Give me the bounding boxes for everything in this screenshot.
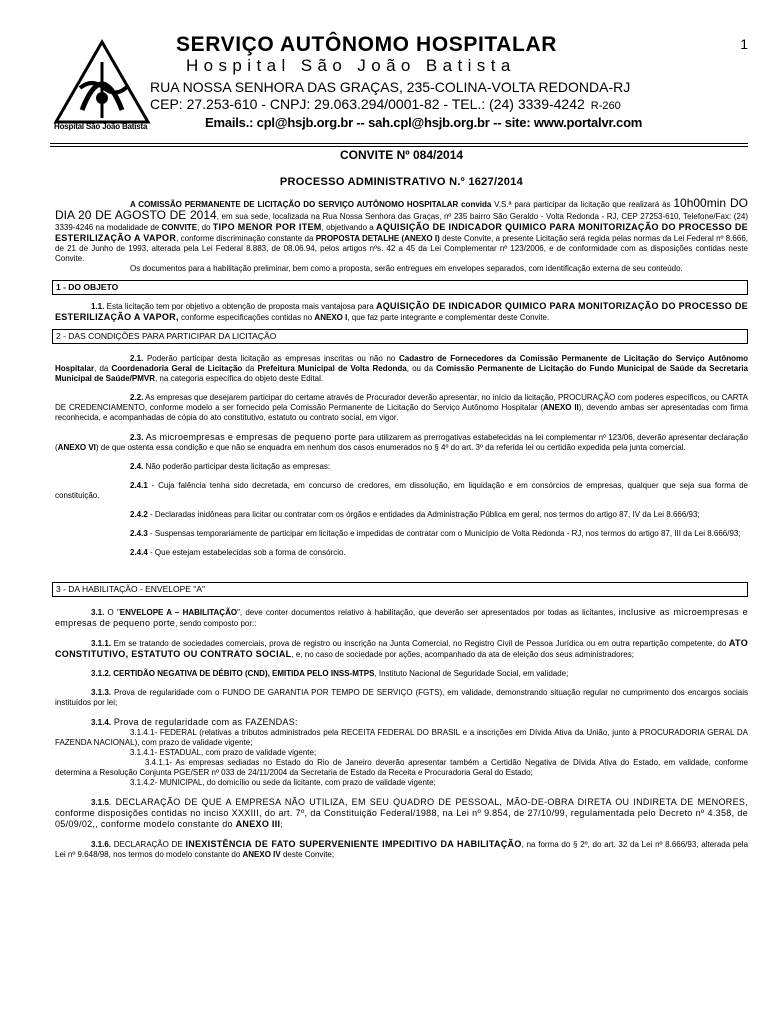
s311-text-c: , e, no caso de sociedade por ações, acompanhado da ata de eleição dos seus administradores;	[291, 650, 634, 659]
org-contact	[150, 96, 621, 112]
intro-proposta: PROPOSTA DETALHE (ANEXO I)	[315, 234, 440, 243]
s241-num: 2.4.1	[130, 481, 148, 490]
section-3-1	[55, 607, 748, 629]
section-1-1	[55, 301, 748, 323]
s24-text-a: Não poderão participar desta licitação as empresas:	[143, 462, 331, 471]
s243-text: - Suspensas temporariamente de participar em licitação e impedidas de contratar com o Município de Volta Redonda - RJ, nos termos do artigo 87, III da Lei 8.666/93;	[147, 529, 741, 538]
section-2-2	[55, 393, 748, 423]
s313-text: Prova de regularidade com o FUNDO DE GARANTIA POR TEMPO DE SERVIÇO (FGTS), em validade, demonstrando situação regular no cumprimento dos encargos sociais instituídos por lei;	[55, 688, 748, 707]
org-title: SERVIÇO AUTÔNOMO HOSPITALAR	[176, 33, 557, 56]
s22-anexo: ANEXO II	[543, 403, 579, 412]
s312-certidao: CERTIDÃO NEGATIVA DE DÉBITO (CND), EMITIDA PELO INSS-MTPS	[111, 669, 375, 678]
s23-text-c: ) de que ostenta essa condição e que não se enquadra em nenhum dos casos enumerados no § 4º do art. 3º da referida lei ou certidão expedida pela junta comercial.	[95, 443, 686, 452]
document-body	[55, 148, 748, 860]
section-3-1-1	[55, 638, 748, 660]
s21-num: 2.1.	[130, 354, 144, 363]
intro-convite: CONVITE	[161, 223, 198, 232]
s23-anexo: ANEXO VI	[57, 443, 96, 452]
header-rule-top	[50, 143, 748, 144]
intro-text-b: V.S.ª para participar da licitação que realizará às	[491, 200, 674, 209]
s21-cadastro: Cadastro de Fornecedores da Comissão Permanente de Licitação do Serviço Autônomo Hospitalar	[55, 354, 748, 373]
s31-text-e: , sendo composto por::	[175, 619, 257, 628]
s1-text-b: conforme especificações contidas no	[178, 313, 315, 322]
org-address: RUA NOSSA SENHORA DAS GRAÇAS, 235-COLINA-VOLTA REDONDA-RJ	[150, 79, 631, 95]
page-number: 1	[740, 36, 748, 52]
intro-text-g: deste Convite, a presente Licitação será regida pelas normas da Lei Federal nº 8.666, de 21 de Junho de 1993, alterada pela Lei Federal 8.883, de 08.06.94, pelos artigos nºs. 42 a 45 da Lei Complementar nº 123/2006, e de conformidade com as disposições contidas neste Convite.	[55, 234, 749, 263]
s244-num: 2.4.4	[130, 548, 148, 557]
s22-num: 2.2.	[130, 393, 144, 402]
section-2-4-1	[55, 481, 748, 501]
org-contact-text: CEP: 27.253-610 - CNPJ: 29.063.294/0001-82 - TEL.: (24) 3339-4242	[150, 96, 585, 112]
section-3-1-3	[55, 688, 748, 708]
section-2-4-3	[55, 529, 748, 539]
s315-num: 3.1.5	[91, 798, 109, 807]
s21-coordenadoria: Coordenadoria Geral de Licitação	[111, 364, 243, 373]
section-3-1-4	[55, 717, 748, 728]
intro-text-c: , em sua sede, localizada na Rua Nossa Senhora das Graças, nº 235 bairro São Geraldo - Volta Redonda - RJ, CEP 27253-610, Telefone/Fax: (24) 3339-4246 na modalidade de	[55, 212, 749, 232]
s21-text-a: Poderão participar desta licitação as empresas inscritas ou não no	[143, 354, 399, 363]
s21-text-c: , da	[94, 364, 112, 373]
s316-anexo: ANEXO IV	[242, 850, 281, 859]
s316-text-c: , na forma do § 2º, do art. 32 da Lei nº 8.666/93, alterada pela Lei nº 9.648/98, nos termos do modelo constante do	[55, 840, 749, 859]
s1-text-a: Esta licitação tem por objetivo a obtenção de proposta mais vantajosa para	[104, 302, 376, 311]
s313-num: 3.1.3.	[91, 688, 112, 697]
s316-text-d: deste Convite;	[280, 850, 335, 859]
section-3-1-4-1-estadual: 3.1.4.1- ESTADUAL, com prazo de validade vigente;	[130, 748, 317, 757]
s22-text-a: As empresas que desejarem participar do certame através de Procurador deverão apresentar, no início da licitação, PROCURAÇÃO com poderes específicos, ou CARTA DE CREDENCIAMENTO, conforme modelo a ser fornecido pela Comissão Permanente de Licitação do Serviço Autônomo Hospitalar (	[55, 393, 748, 412]
intro-text-e: , objetivando a	[321, 223, 377, 232]
org-subtitle: Hospital São João Batista	[186, 56, 516, 75]
s23-text-b: para utilizarem as prerrogativas estabelecidas na lei complementar nº 123/06, deverão apresentar declaração (	[55, 433, 749, 452]
s315-text-a: . DECLARAÇÃO DE QUE A EMPRESA NÃO UTILIZA, EM SEU QUADRO DE PESSOAL, MÃO-DE-OBRA DIRETA OU INDIRETA DE MENORES, conforme disposições contidas no inciso XXXIII, do art. 7º, da Constituição Federal/1988, na Lei nº 9.854, de 27/10/99, regulamentada pelo Decreto nº 4.358, de 05/09/02,, conforme modelo constante do	[55, 797, 748, 829]
header-rule-bottom	[50, 146, 748, 147]
section-3-1-4-1: 3.1.4.1- FEDERAL (relativas a tributos administrados pela RECEITA FEDERAL DO BRASIL e a inscrições em Dívida Ativa da União, junto à PROCURADORIA GERAL DA FAZENDA NACIONAL), com prazo de validade vigente;	[55, 728, 748, 747]
s244-text: - Que estejam estabelecidas sob a forma de consórcio.	[147, 548, 346, 557]
s243-num: 2.4.3	[130, 529, 148, 538]
s22-text-b: ), devendo ambas ser apresentadas com firma reconhecida, e acompanhadas de cópia do ato constitutivo, estatuto ou contrato social, em vigor.	[55, 403, 749, 422]
intro-tipo: TIPO MENOR POR ITEM	[212, 222, 322, 232]
s316-inexistencia: INEXISTÊNCIA DE FATO SUPERVENIENTE IMPEDITIVO DA HABILITAÇÃO	[185, 839, 522, 849]
section-2-4-4	[55, 548, 748, 558]
convite-title: CONVITE Nº 084/2014	[339, 148, 464, 162]
org-contact-suffix: R-260	[590, 100, 621, 112]
section-2-4	[55, 462, 748, 472]
s242-num: 2.4.2	[130, 510, 148, 519]
s21-text-e: , ou da	[406, 364, 437, 373]
s242-text: - Declaradas inidôneas para licitar ou contratar com os órgãos e entidades da Administração Pública em geral, nos termos do artigo 87, IV da Lei 8.666/93;	[147, 510, 700, 519]
section-3-4-1-1: 3.4.1.1- As empresas sediadas no Estado do Rio de Janeiro deverão apresentar também a Certidão Negativa de Dívida Ativa do Estado, em validade, conforme determina a Resolução Conjunta PGE/SER nº 033 de 24/11/2004 da Secretaria de Estado da Receita e Procuradoria Geral do Estado;	[55, 758, 748, 777]
s21-comissao: Comissão Permanente de Licitação do Fundo Municipal de Saúde da Secretaria Municipal de Saúde/PMVR	[55, 364, 749, 383]
s21-prefeitura: Prefeitura Municipal de Volta Redonda	[257, 364, 407, 373]
s24-num: 2.4.	[130, 462, 144, 471]
section-3-1-5	[55, 797, 748, 830]
s21-text-d: da	[242, 364, 258, 373]
section-1-heading: 1 - DO OBJETO	[52, 280, 748, 295]
s1-text-c: , que faz parte integrante e complementar deste Convite.	[347, 313, 550, 322]
s1-objeto: AQUISIÇÃO DE INDICADOR QUIMICO PARA MONITORIZAÇÃO DO PROCESSO DE ESTERILIZAÇÃO A VAPOR,	[55, 301, 748, 322]
section-2-heading: 2 - DAS CONDIÇÕES PARA PARTICIPAR DA LICITAÇÃO	[52, 329, 748, 344]
section-2-1	[55, 354, 748, 384]
s31-text-c: ", deve conter documentos relativo à habilitação, que deverão ser apresentados por todas as licitantes,	[237, 608, 619, 617]
s31-text-a: O "	[104, 608, 120, 617]
intro-paragraph-2: Os documentos para a habilitação preliminar, bem como a proposta, serão entregues em envelopes separados, com identificação externa de seu conteúdo.	[130, 264, 683, 273]
section-3-1-4-2: 3.1.4.2- MUNICIPAL, do domicílio ou sede da licitante, com prazo de validade vigente;	[130, 778, 436, 787]
s311-text-a: Em se tratando de sociedades comerciais, prova de registro ou inscrição na Junta Comercial, no Registro Civil de Pessoa Jurídica ou em outra repartição competente, do	[111, 639, 729, 648]
s241-text: - Cuja falência tenha sido decretada, em concurso de credores, em dissolução, em liquidação e em consórcios de empresas, qualquer que seja sua forma de constituição.	[55, 481, 748, 500]
s312-text-c: , Instituto Nacional de Seguridade Social, em validade;	[374, 669, 569, 678]
intro-paragraph	[55, 198, 748, 264]
s23-num: 2.3.	[130, 433, 144, 442]
s316-num: 3.1.6.	[91, 840, 112, 849]
processo-title: PROCESSO ADMINISTRATIVO N.º 1627/2014	[279, 176, 524, 188]
section-3-heading: 3 - DA HABILITAÇÃO - ENVELOPE "A"	[52, 582, 748, 597]
s316-text-a: DECLARAÇÃO DE	[111, 840, 186, 849]
s31-text-d: inclusive as microempresas e empresas de pequeno porte	[55, 607, 748, 628]
s311-num: 3.1.1.	[91, 639, 112, 648]
s314-text: Prova de regularidade com as FAZENDAS:	[111, 717, 298, 727]
intro-commission: A COMISSÃO PERMANENTE DE LICITAÇÃO DO SERVIÇO AUTÔNOMO HOSPITALAR convida	[130, 200, 492, 209]
s312-num: 3.1.2.	[91, 669, 112, 678]
section-2-4-2	[55, 510, 748, 520]
s21-text-f: , na categoria específica do objeto deste Edital.	[155, 374, 324, 383]
intro-objeto: AQUISIÇÃO DE INDICADOR QUIMICO PARA MONITORIZAÇÃO DO PROCESSO DE ESTERILIZAÇÃO A VAPOR	[55, 222, 748, 243]
s31-envelope: ENVELOPE A – HABILITAÇÃO	[119, 608, 238, 617]
intro-text-d: , do	[197, 223, 213, 232]
s315-text-b: ;	[280, 820, 283, 829]
intro-time: 10h00min DO DIA 20 DE AGOSTO DE 2014	[55, 196, 749, 222]
section-2-3	[55, 432, 748, 453]
s23-text-a: As microempresas e empresas de pequeno porte	[143, 432, 357, 442]
logo-caption: Hospital São João Batista	[54, 122, 148, 131]
org-emails: Emails.: cpl@hsjb.org.br -- sah.cpl@hsjb.org.br -- site: www.portalvr.com	[205, 115, 643, 130]
logo-triangle-icon	[52, 38, 152, 128]
section-3-1-2	[55, 669, 748, 679]
intro-text-f: , conforme discriminação constante da	[176, 234, 316, 243]
s31-num: 3.1.	[91, 608, 105, 617]
s1-num: 1.1.	[91, 302, 105, 311]
s315-anexo: ANEXO III	[235, 819, 281, 829]
s1-anexo: ANEXO I	[314, 313, 348, 322]
s314-num: 3.1.4.	[91, 718, 112, 727]
s311-ato: ATO CONSTITUTIVO, ESTATUTO OU CONTRATO SOCIAL	[55, 638, 748, 659]
section-3-1-6	[55, 839, 748, 860]
